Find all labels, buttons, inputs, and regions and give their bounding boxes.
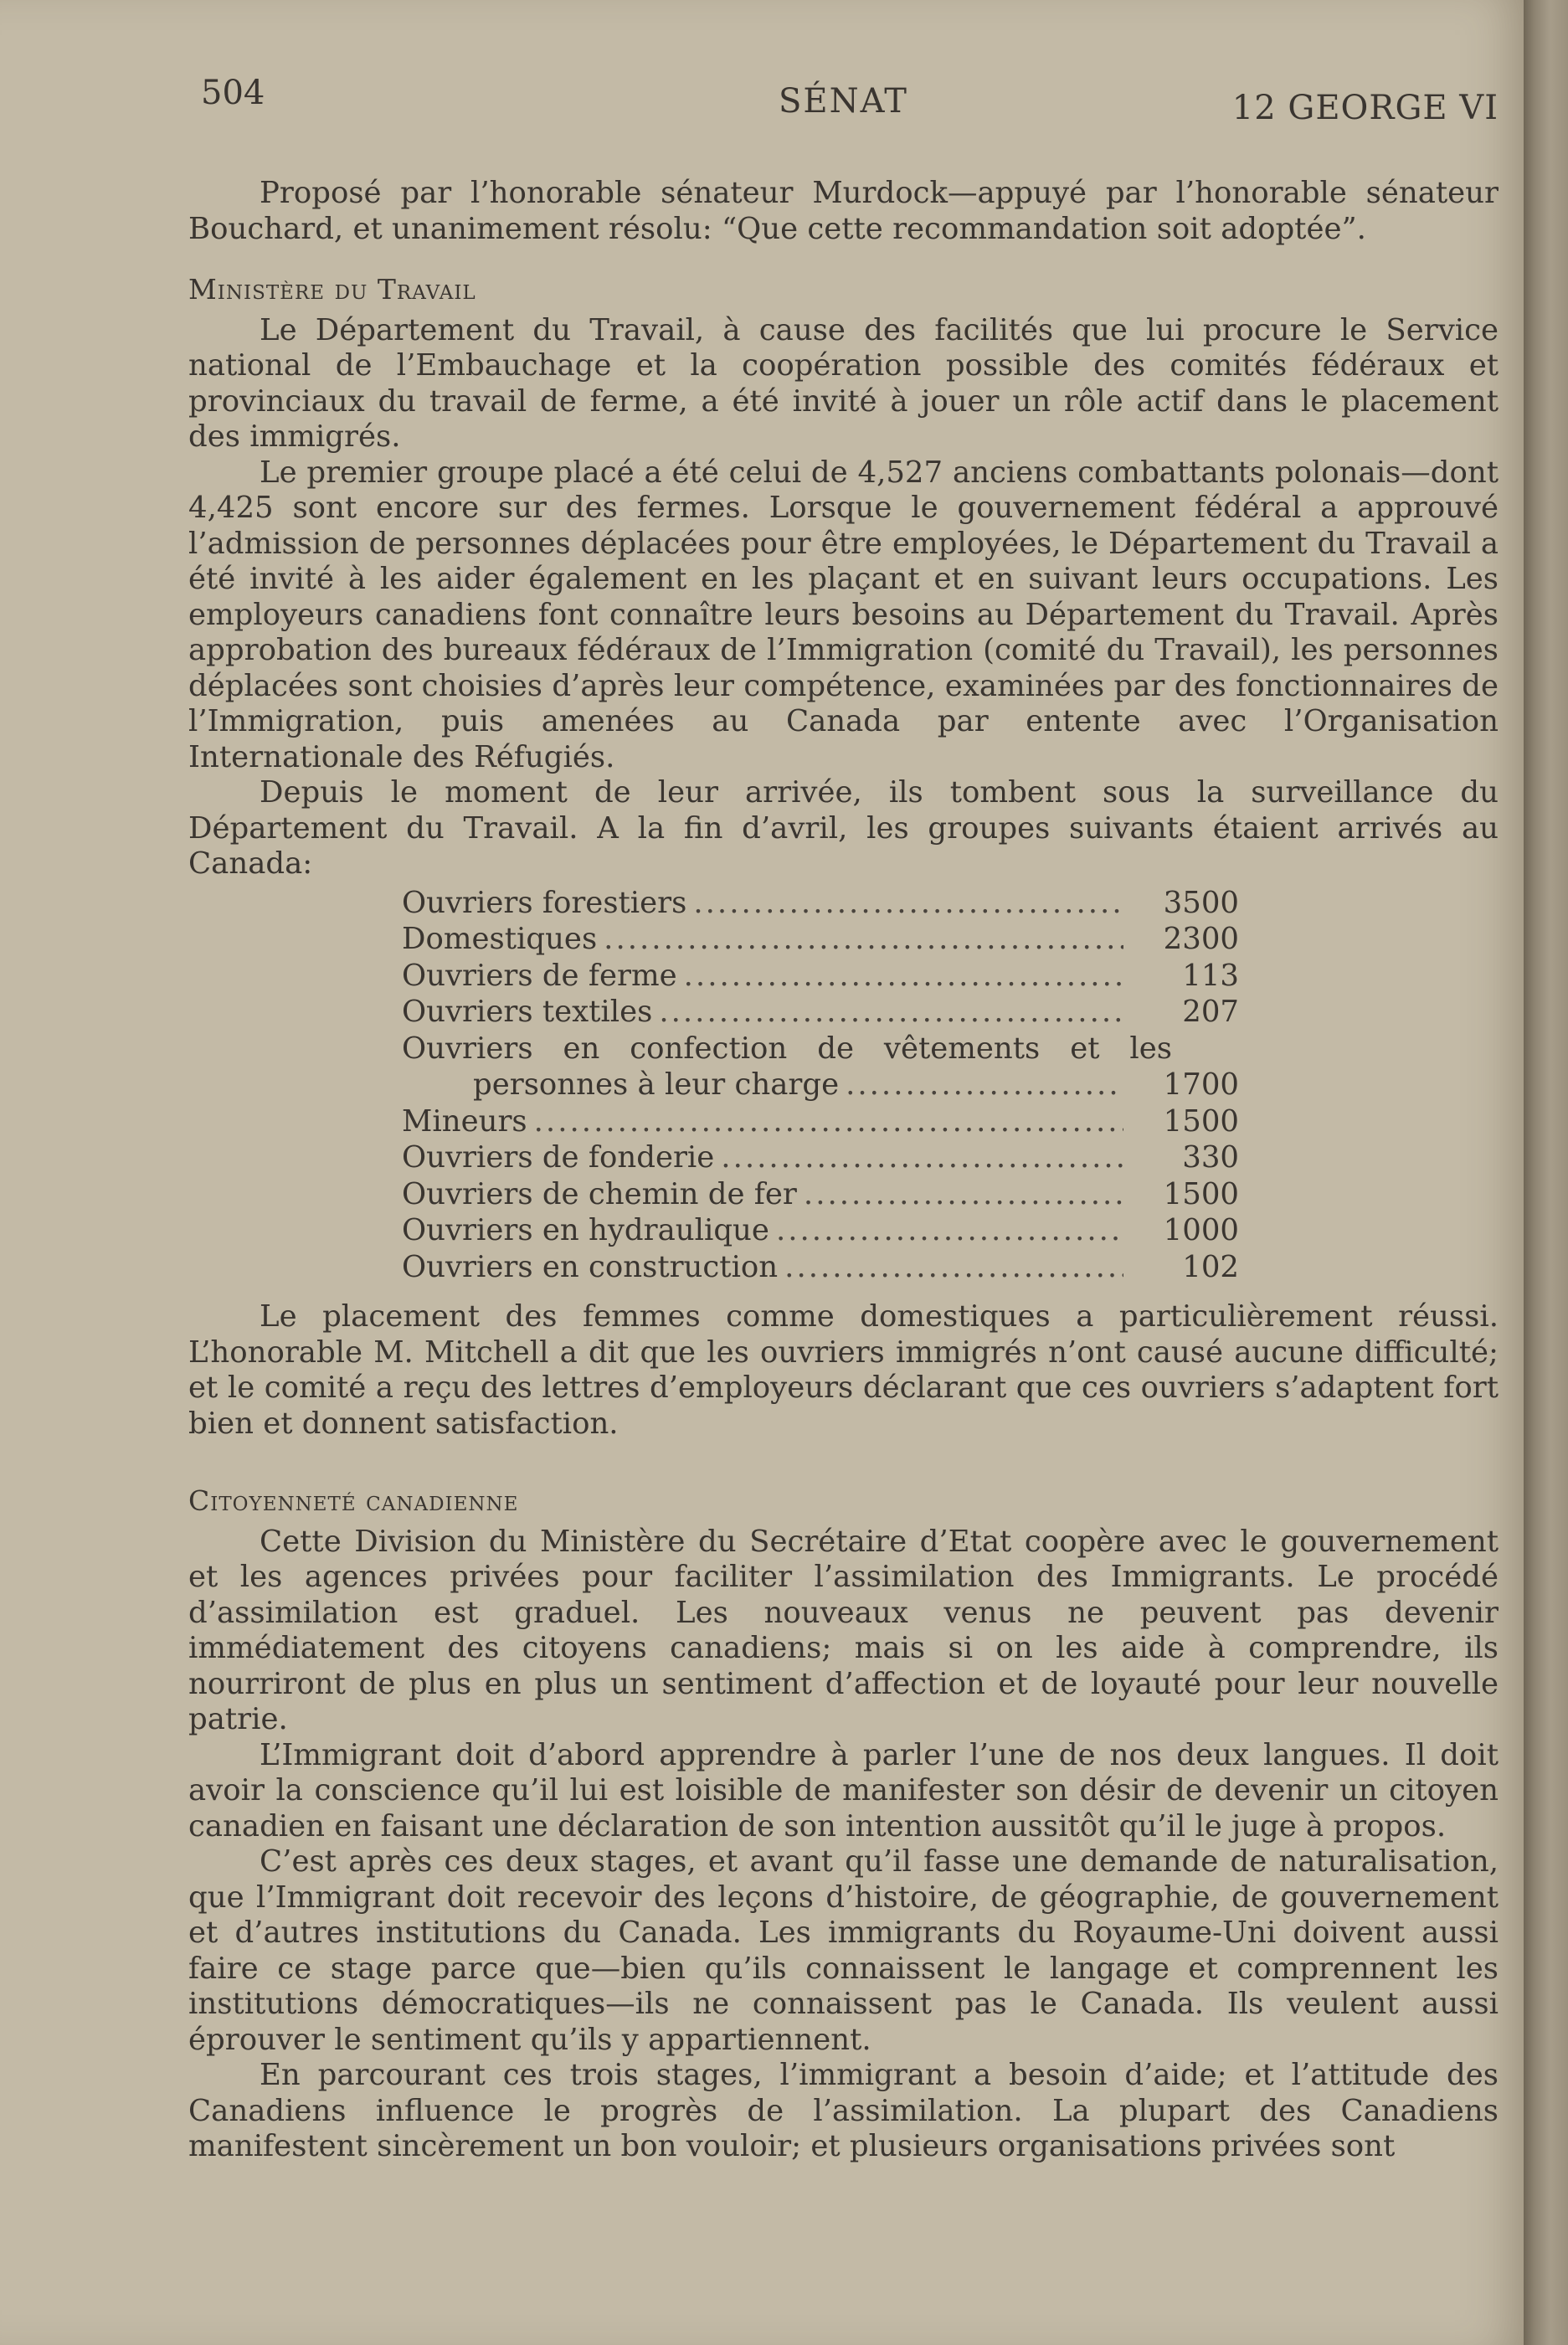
paragraph-departement-travail: Le Département du Travail, à cause des facilités que lui procure le Service national de l’Embauchage et la coopération possible des comités fédéraux et provinciaux du travail de ferme, a été invité à jouer un rôle actif dans le placement des immigrés. xyxy=(188,312,1499,454)
table-row xyxy=(402,922,1239,959)
row-label: Ouvriers de chemin de fer xyxy=(402,1176,797,1211)
table-row xyxy=(402,1140,1239,1177)
row-value: 207 xyxy=(1182,995,1239,1029)
row-label: Ouvriers en construction xyxy=(402,1249,779,1284)
paragraph-placement-femmes: Le placement des femmes comme domestiques a particulièrement réussi. L’honorable M. Mitchell a dit que les ouvriers immigrés n’ont causé aucune difficulté; et le comité a reçu des lettres d’employeurs déclarant que ces ouvriers s’adaptent fort bien et donnent satisfaction. xyxy=(188,1299,1499,1441)
page-number: 504 xyxy=(201,74,265,112)
row-label: Ouvriers en confection de vêtements et les xyxy=(402,1031,1172,1066)
table-row xyxy=(402,1213,1239,1250)
section-heading-citoyennete: Citoyenneté canadienne xyxy=(188,1484,519,1517)
row-label: Ouvriers de ferme xyxy=(402,958,677,993)
paragraph-division-secretaire: Cette Division du Ministère du Secrétaire d’Etat coopère avec le gouvernement et les agences privées pour faciliter l’assimilation des Immigrants. Le procédé d’assimilation est graduel. Les nouveaux venus ne peuvent pas devenir immédiatement des citoyens canadiens; mais si on les aide à comprendre, ils nourriront de plus en plus un sentiment d’affection et de loyauté pour leur nouvelle patrie. xyxy=(188,1524,1499,1736)
row-label: personnes à leur charge xyxy=(473,1067,840,1102)
row-value: 1000 xyxy=(1163,1213,1239,1247)
paragraph-trois-stages: En parcourant ces trois stages, l’immigrant a besoin d’aide; et l’attitude des Canadiens influence le progrès de l’assimilation. La plupart des Canadiens manifestent sincèrement un bon vouloir; et plusieurs organisations privées sont xyxy=(188,2058,1499,2163)
row-label: Ouvriers de fonderie xyxy=(402,1140,715,1175)
leader-dots xyxy=(784,1250,1123,1286)
leader-dots xyxy=(693,886,1123,922)
row-label: Ouvriers forestiers xyxy=(402,885,687,920)
row-label: Mineurs xyxy=(402,1103,527,1139)
row-value: 1500 xyxy=(1163,1176,1239,1211)
paragraph-motion: Proposé par l’honorable sénateur Murdock—appuyé par l’honorable sénateur Bouchard, et unanimement résolu: “Que cette recommandation soit adoptée”. xyxy=(188,176,1499,246)
section-heading-ministere-travail: Ministère du Travail xyxy=(188,273,476,306)
row-value: 113 xyxy=(1182,958,1239,993)
row-label: Ouvriers en hydraulique xyxy=(402,1213,769,1247)
row-label: Domestiques xyxy=(402,922,598,956)
table-row xyxy=(402,886,1239,923)
leader-dots xyxy=(804,1177,1123,1213)
paragraph-immigrant-langues: L’Immigrant doit d’abord apprendre à parler l’une de nos deux langues. Il doit avoir la conscience qu’il lui est loisible de manifester son désir de devenir un citoyen canadien en faisant une déclaration de son intention aussitôt qu’il le juge à propos. xyxy=(188,1737,1499,1844)
table-row xyxy=(402,1031,1239,1068)
header-title: SÉNAT xyxy=(779,82,908,121)
table-row xyxy=(402,1067,1239,1104)
header-reign: 12 GEORGE VI xyxy=(1231,89,1499,127)
row-value: 2300 xyxy=(1163,922,1239,956)
book-binding-edge xyxy=(1524,0,1568,2345)
row-value: 102 xyxy=(1182,1249,1239,1284)
leader-dots xyxy=(534,1104,1123,1140)
paragraph-premier-groupe: Le premier groupe placé a été celui de 4,527 anciens combattants polonais—dont 4,425 sont encore sur des fermes. Lorsque le gouvernement fédéral a approuvé l’admission de personnes déplacées pour être employées, le Département du Travail a été invité à les aider également en les plaçant et en suivant leurs occupations. Les employeurs canadiens font connaître leurs besoins au Département du Travail. Après approbation des bureaux fédéraux de l’Immigration (comité du Travail), les personnes déplacées sont choisies d’après leur compétence, examinées par des fonctionnaires de l’Immigration, puis amenées au Canada par entente avec l’Organisation Internationale des Réfugiés. xyxy=(188,455,1499,774)
row-value: 1500 xyxy=(1163,1103,1239,1139)
page-body xyxy=(188,176,1499,2165)
arrivals-table xyxy=(402,886,1239,1287)
leader-dots xyxy=(776,1213,1123,1249)
row-label: Ouvriers textiles xyxy=(402,995,653,1029)
leader-dots xyxy=(659,995,1123,1031)
leader-dots xyxy=(604,922,1123,958)
paragraph-depuis-arrivee: Depuis le moment de leur arrivée, ils tombent sous la surveillance du Département du Travail. A la fin d’avril, les groupes suivants étaient arrivés au Canada: xyxy=(188,775,1499,881)
leader-dots xyxy=(721,1140,1123,1176)
paragraph-deux-stages: C’est après ces deux stages, et avant qu’il fasse une demande de naturalisation, que l’Immigrant doit recevoir des leçons d’histoire, de géographie, de gouvernement et d’autres institutions du Canada. Les immigrants du Royaume-Uni doivent aussi faire ce stage parce que—bien qu’ils connaissent le langage et comprennent les institutions démocratiques—ils ne connaissent pas le Canada. Ils veulent aussi éprouver le sentiment qu’ils y appartiennent. xyxy=(188,1844,1499,2057)
row-value: 1700 xyxy=(1163,1067,1239,1102)
table-row xyxy=(402,959,1239,995)
table-row xyxy=(402,1104,1239,1141)
leader-dots xyxy=(684,959,1123,995)
running-header xyxy=(201,74,1499,127)
row-value: 3500 xyxy=(1163,885,1239,920)
leader-dots xyxy=(846,1067,1123,1103)
table-row xyxy=(402,995,1239,1031)
table-row xyxy=(402,1250,1239,1287)
table-row xyxy=(402,1177,1239,1214)
row-value: 330 xyxy=(1182,1140,1239,1175)
